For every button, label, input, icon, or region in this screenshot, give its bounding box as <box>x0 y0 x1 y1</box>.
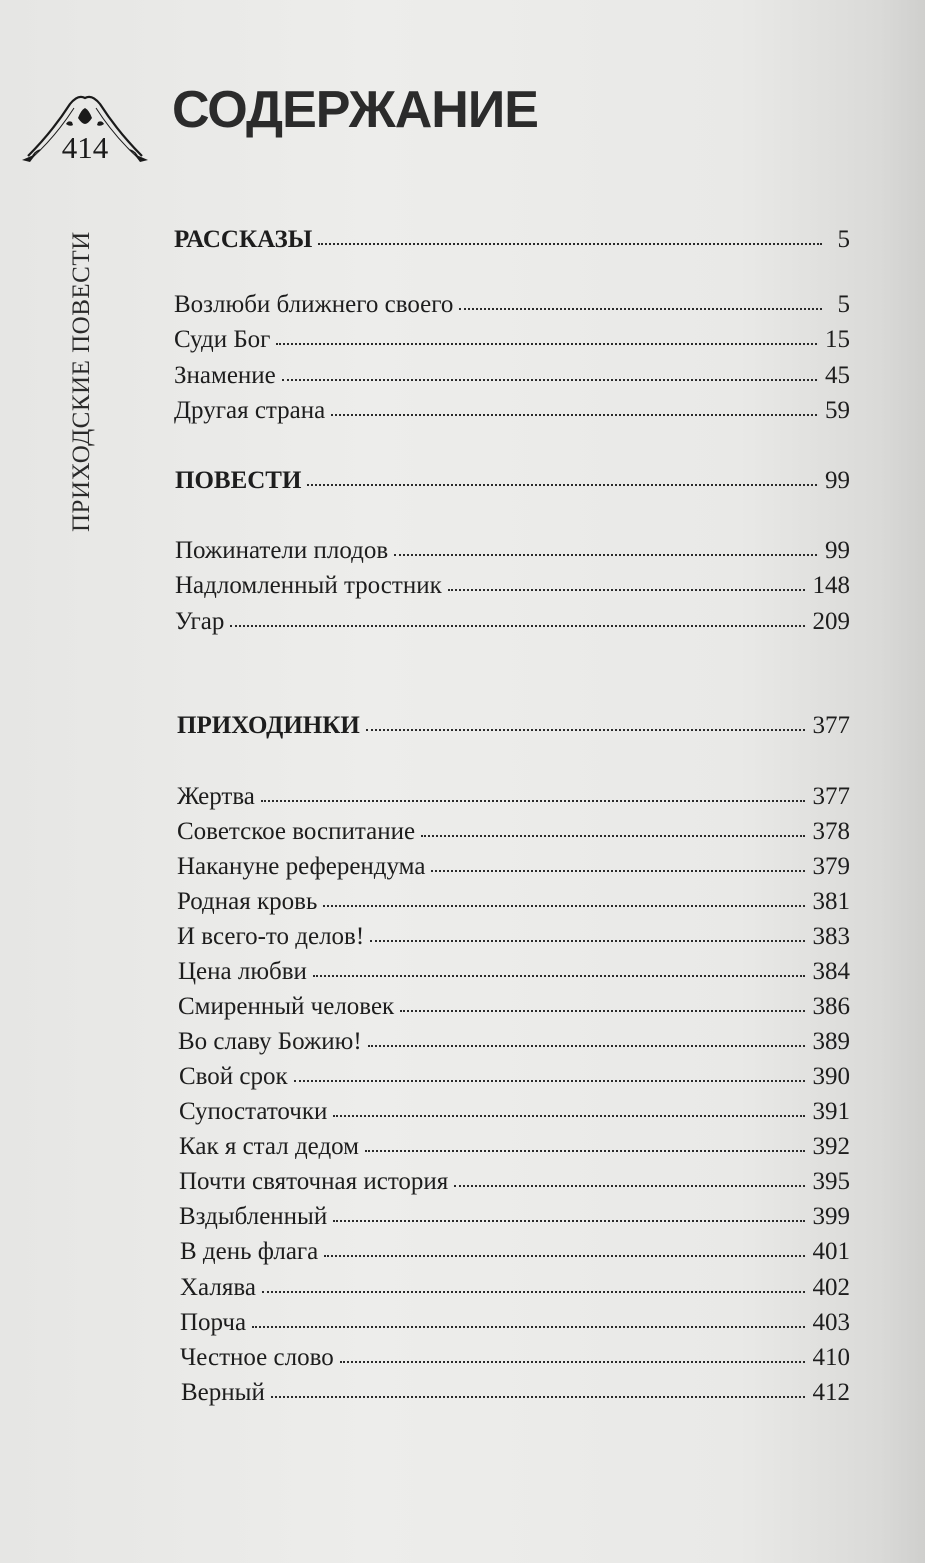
toc-entry-page: 401 <box>812 1238 850 1265</box>
toc-entry-label: И всего-то делов! <box>177 923 365 950</box>
leader-dots <box>331 414 817 416</box>
toc-entry[interactable] <box>179 1167 850 1197</box>
leader-dots <box>394 554 817 556</box>
toc-entry-page: 377 <box>812 712 850 739</box>
toc-entry[interactable] <box>177 922 850 952</box>
toc-entry[interactable] <box>178 957 850 987</box>
leader-dots <box>370 940 804 942</box>
toc-entry-label: Цена любви <box>178 958 307 985</box>
toc-entry[interactable] <box>177 887 850 917</box>
toc-entry-label: Надломленный тростник <box>175 572 442 599</box>
toc-entry[interactable] <box>177 852 850 882</box>
toc-entry-page: 410 <box>812 1344 850 1371</box>
toc-entry[interactable] <box>179 1097 850 1127</box>
toc-entry-label: РАССКАЗЫ <box>174 226 313 253</box>
toc-entry[interactable] <box>175 571 850 601</box>
toc-entry[interactable] <box>180 1237 850 1267</box>
toc-entry-page: 412 <box>812 1379 850 1406</box>
page-number: 414 <box>61 130 109 165</box>
toc-entry-label: Во славу Божию! <box>178 1028 362 1055</box>
toc-entry-label: Супостаточки <box>179 1098 328 1125</box>
toc-entry-page: 377 <box>812 783 850 810</box>
toc-entry-label: Возлюби ближнего своего <box>174 291 454 318</box>
toc-entry-label: Почти святочная история <box>179 1168 449 1195</box>
leader-dots <box>313 975 805 977</box>
toc-entry-page: 399 <box>812 1203 850 1230</box>
toc-section-prihodinki[interactable] <box>177 711 850 741</box>
toc-entry-label: Порча <box>180 1309 247 1336</box>
toc-entry-page: 378 <box>812 818 850 845</box>
toc-entry-page: 379 <box>812 853 850 880</box>
toc-entry-page: 5 <box>837 291 850 318</box>
leader-dots <box>431 870 804 872</box>
leader-dots <box>294 1080 805 1082</box>
leader-dots <box>318 243 822 245</box>
toc-entry-label: Смиренный человек <box>178 993 395 1020</box>
leader-dots <box>282 379 817 381</box>
toc-entry-label: Суди Бог <box>174 326 271 353</box>
toc-section-stories[interactable] <box>174 225 850 255</box>
leader-dots <box>271 1396 805 1398</box>
toc-section-novellas[interactable] <box>175 466 850 496</box>
toc-entry-page: 15 <box>825 326 850 353</box>
toc-entry-page: 389 <box>812 1028 850 1055</box>
leader-dots <box>324 1255 804 1257</box>
toc-entry[interactable] <box>178 1027 850 1057</box>
toc-entry[interactable] <box>174 361 850 391</box>
page-title: СОДЕРЖАНИЕ <box>172 81 538 139</box>
toc-entry-label: Халява <box>180 1274 256 1301</box>
toc-entry-page: 209 <box>812 608 850 635</box>
toc-entry[interactable] <box>175 536 850 566</box>
toc-entry-page: 5 <box>837 226 850 253</box>
leader-dots <box>400 1010 804 1012</box>
toc-entry[interactable] <box>175 607 850 637</box>
toc-entry-page: 99 <box>825 537 850 564</box>
toc-entry-label: Пожинатели плодов <box>175 537 389 564</box>
toc-entry-page: 391 <box>812 1098 850 1125</box>
toc-entry[interactable] <box>174 325 850 355</box>
toc-entry[interactable] <box>179 1132 850 1162</box>
toc-entry-page: 383 <box>812 923 850 950</box>
toc-entry[interactable] <box>174 290 850 320</box>
toc-entry-page: 402 <box>812 1274 850 1301</box>
leader-dots <box>230 625 804 627</box>
leader-dots <box>368 1045 805 1047</box>
toc-entry-label: Знамение <box>174 362 276 389</box>
leader-dots <box>454 1185 804 1187</box>
toc-entry-page: 99 <box>825 467 850 494</box>
toc-entry-label: Вздыбленный <box>179 1203 328 1230</box>
toc-entry-label: Жертва <box>177 783 255 810</box>
leader-dots <box>333 1220 804 1222</box>
toc-entry-label: Честное слово <box>180 1344 334 1371</box>
leader-dots <box>252 1326 804 1328</box>
toc-entry[interactable] <box>178 992 850 1022</box>
toc-entry-page: 384 <box>812 958 850 985</box>
toc-entry-page: 148 <box>812 572 850 599</box>
toc-entry-page: 395 <box>812 1168 850 1195</box>
toc-entry-label: Свой срок <box>179 1063 288 1090</box>
toc-entry[interactable] <box>180 1343 850 1373</box>
toc-entry[interactable] <box>177 817 850 847</box>
toc-entry-label: Накануне референдума <box>177 853 426 880</box>
leader-dots <box>448 589 805 591</box>
toc-entry-label: Как я стал дедом <box>179 1133 360 1160</box>
leader-dots <box>459 308 822 310</box>
toc-entry-label: ПРИХОДИНКИ <box>177 712 360 739</box>
toc-entry[interactable] <box>180 1308 850 1338</box>
toc-entry-label: Родная кровь <box>177 888 318 915</box>
leader-dots <box>323 905 804 907</box>
leader-dots <box>261 800 805 802</box>
leader-dots <box>366 729 805 731</box>
toc-entry-label: Советское воспитание <box>177 818 416 845</box>
toc-entry-page: 390 <box>812 1063 850 1090</box>
toc-entry[interactable] <box>177 782 850 812</box>
toc-entry[interactable] <box>174 396 850 426</box>
toc-entry[interactable] <box>181 1378 850 1408</box>
running-header: ПРИХОДСКИЕ ПОВЕСТИ <box>68 231 95 532</box>
leader-dots <box>276 343 817 345</box>
toc-entry-label: Другая страна <box>174 397 326 424</box>
leader-dots <box>340 1361 805 1363</box>
toc-entry[interactable] <box>179 1202 850 1232</box>
toc-entry-page: 392 <box>812 1133 850 1160</box>
toc-entry-page: 59 <box>825 397 850 424</box>
leader-dots <box>365 1150 804 1152</box>
toc-entry-page: 45 <box>825 362 850 389</box>
toc-entry-page: 381 <box>812 888 850 915</box>
leader-dots <box>262 1291 805 1293</box>
toc-entry-page: 403 <box>812 1309 850 1336</box>
leader-dots <box>307 484 817 486</box>
toc-entry-label: Верный <box>181 1379 265 1406</box>
toc-entry[interactable] <box>180 1273 850 1303</box>
leader-dots <box>421 835 804 837</box>
leader-dots <box>333 1115 804 1117</box>
toc-entry-page: 386 <box>812 993 850 1020</box>
toc-entry[interactable] <box>179 1062 850 1092</box>
toc-entry-label: В день флага <box>180 1238 319 1265</box>
toc-entry-label: Угар <box>175 608 225 635</box>
toc-entry-label: ПОВЕСТИ <box>175 467 302 494</box>
